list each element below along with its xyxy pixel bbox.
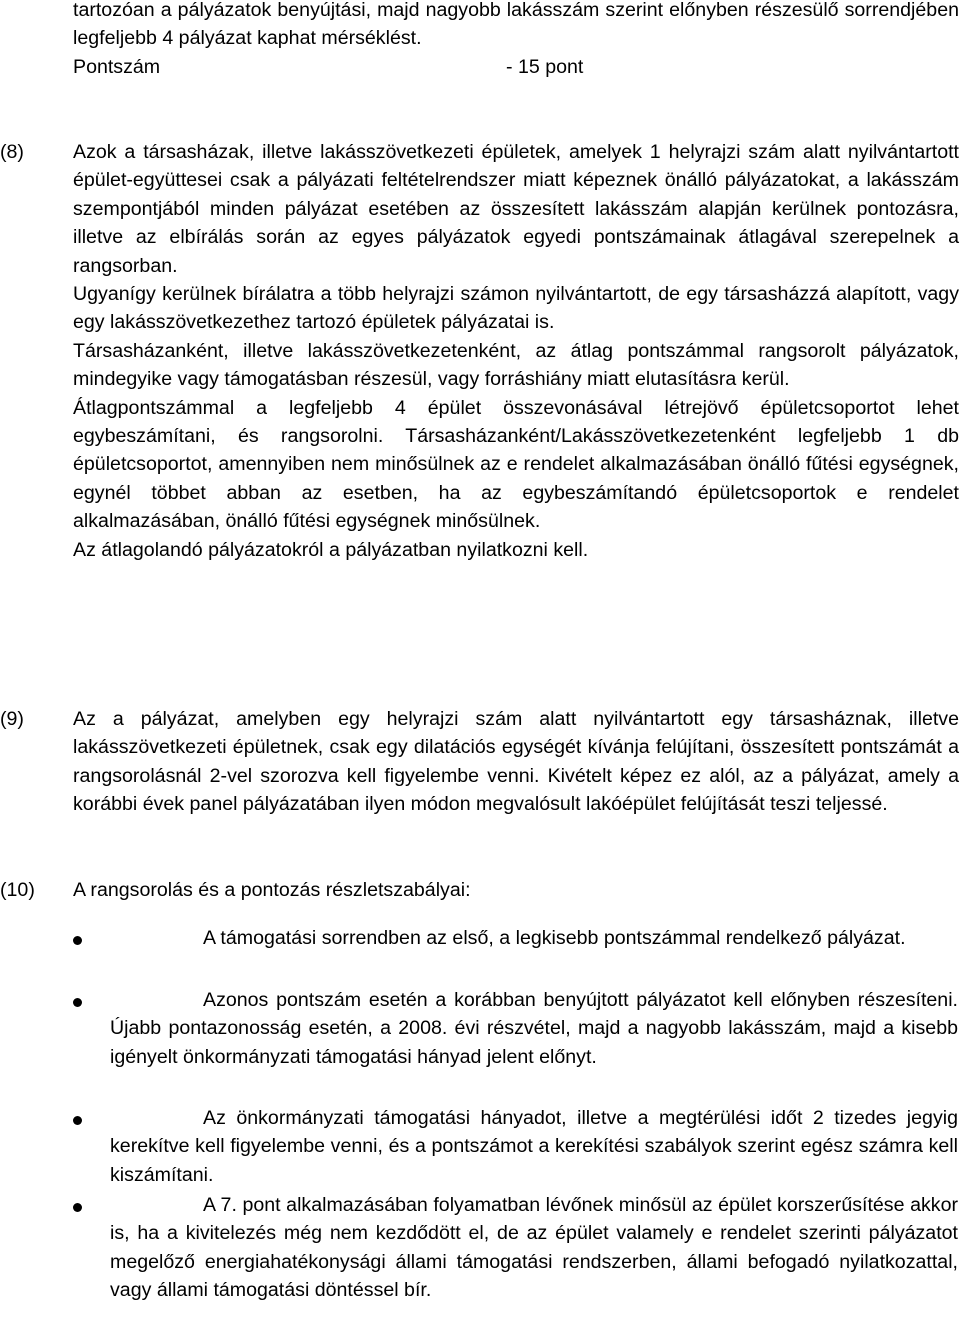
- section-body: [73, 876, 959, 904]
- paragraph: Átlagpontszámmal a legfeljebb 4 épület összevonásával létrejövő épületcsoportot lehet egybeszámítani, és rangsorolni. Társasházanként/Lakásszövetkezetenként legfeljebb 1 db épületcsoportot, amennyiben nem minősülnek az e rendelet alkalmazásában önálló fűtési egységnek, egynél többet abban az esetben, ha az egybeszámítandó épületcsoportok e rendelet alkalmazásában, önálló fűtési egységnek minősülnek.: [73, 396, 959, 533]
- paragraph: Azok a társasházak, illetve lakásszövetkezeti épületek, amelyek 1 helyrajzi szám alatt nyilvántartott épület-együttesei csak a pályázati feltételrendszer miatt képeznek önálló pályázatokat, a lakásszám szempontjából minden pályázat esetében az összesített lakásszám alapján kerülnek pontozásra, illetve az elbírálás során az egyes pályázatok egyedi pontszámainak átlagával szerepelnek a rangsorban.: [73, 141, 959, 277]
- intro-paragraph: tartozóan a pályázatok benyújtási, majd nagyobb lakásszám szerint előnyben részesülő sorrendjében legfeljebb 4 pályázat kaphat mérséklést.: [73, 0, 959, 50]
- bullet-dot-icon: [73, 1203, 82, 1212]
- paragraph: Társasházanként, illetve lakásszövetkezetenként, az átlag pontszámmal rangsorolt pályázatok, mindegyike vagy támogatásban részesül, vagy forráshiány miatt elutasításra kerül.: [73, 339, 959, 391]
- pontszam-value: - 15 pont: [506, 55, 584, 78]
- paragraph: Ugyanígy kerülnek bírálatra a több helyrajzi számon nyilvántartott, de egy társasházzá alapított, vagy egy lakásszövetkezethez tartozó épületek pályázatai is.: [73, 283, 959, 334]
- section-body: [73, 705, 959, 819]
- paragraph: Az átlagolandó pályázatokról a pályázatban nyilatkozni kell.: [73, 538, 589, 561]
- list-item-text: Az önkormányzati támogatási hányadot, illetve a megtérülési időt 2 tizedes jegyig kerekítve kell figyelembe venni, és a pontszámot a kerekítési szabályok szerint egész számra kell kiszámítani.: [110, 1107, 958, 1186]
- list-item-text: A támogatási sorrendben az első, a legkisebb pontszámmal rendelkező pályázat.: [203, 927, 906, 949]
- section-body: [73, 138, 959, 564]
- bullet-dot-icon: [73, 998, 82, 1007]
- pontszam-label: Pontszám: [73, 55, 161, 78]
- section-number: (10): [0, 879, 35, 901]
- paragraph: A rangsorolás és a pontozás részletszabályai:: [73, 879, 471, 901]
- bullet-dot-icon: [73, 1116, 82, 1125]
- list-item-text: Azonos pontszám esetén a korábban benyújtott pályázatot kell előnyben részesíteni. Újabb pontazonosság esetén, a 2008. évi részvétel, majd a nagyobb lakásszám, majd a kisebb igényelt önkormányzati támogatási hányad jelent előnyt.: [110, 989, 958, 1068]
- bullet-dot-icon: [73, 936, 82, 945]
- section-number: (9): [0, 708, 24, 730]
- list-item-text: A 7. pont alkalmazásában folyamatban lévőnek minősül az épület korszerűsítése akkor is, ha a kivitelezés még nem kezdődött el, de az épület valamely e rendelet szerinti pályázatot megelőző energiahatékonysági állami támogatási rendszerben, állami befogadó nyilatkozattal, vagy állami támogatási döntéssel bír.: [110, 1194, 958, 1302]
- section-number: (8): [0, 141, 24, 163]
- paragraph: Az a pályázat, amelyben egy helyrajzi szám alatt nyilvántartott egy társasháznak, illetve lakásszövetkezeti épületnek, csak egy dilatációs egységét kívánja felújítani, összesített pontszámát a rangsorolásnál 2-vel szorozva kell figyelembe venni. Kivételt képez ez alól, az a pályázat, amely a korábbi évek panel pályázatában ilyen módon megvalósult lakóépület felújítását teszi teljessé.: [73, 708, 959, 816]
